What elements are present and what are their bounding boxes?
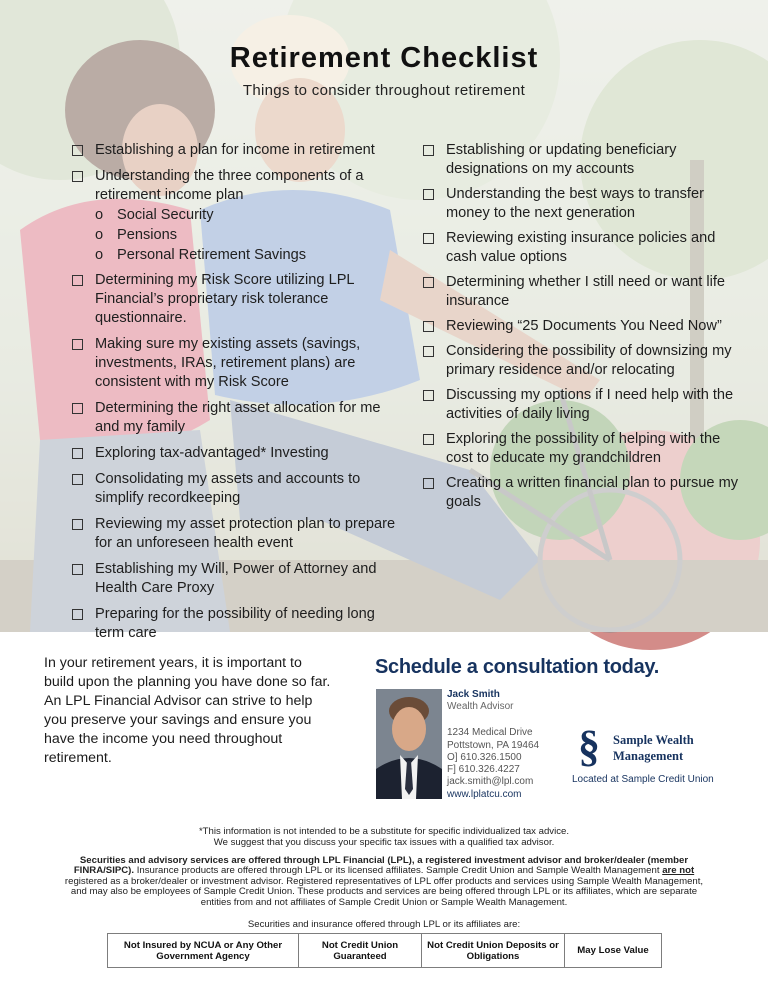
advisor-address-line1: 1234 Medical Drive bbox=[447, 727, 533, 739]
sub-bullet: o bbox=[95, 207, 104, 223]
checkbox[interactable] bbox=[423, 277, 434, 288]
advisor-photo bbox=[376, 689, 442, 799]
sub-list-item-label: Social Security bbox=[117, 207, 214, 223]
sub-bullet: o bbox=[95, 227, 104, 243]
checkbox[interactable] bbox=[72, 145, 83, 156]
logo-line1: Sample Wealth bbox=[613, 733, 694, 747]
checklist-item[interactable] bbox=[72, 141, 402, 160]
checklist-item-label: Understanding the best ways to transfer money to the next generation bbox=[446, 186, 704, 221]
legal-bold-lead: Securities and advisory services are offered through LPL Financial (LPL), a registered investment advisor and broker/dealer (member FINRA/SIPC). bbox=[73, 855, 689, 877]
checkbox[interactable] bbox=[72, 609, 83, 620]
svg-text:§: § bbox=[578, 722, 600, 771]
logo-wordmark bbox=[613, 732, 694, 764]
sub-list-item bbox=[72, 205, 402, 225]
tax-disclaimer-line2: We suggest that you discuss your specific tax issues with a qualified tax advisor. bbox=[213, 837, 555, 848]
checkbox[interactable] bbox=[423, 478, 434, 489]
checklist-left-column bbox=[72, 141, 402, 650]
sub-list-item-label: Personal Retirement Savings bbox=[117, 247, 306, 263]
checklist-item[interactable] bbox=[423, 474, 743, 512]
advisor-office-phone[interactable]: O] 610.326.1500 bbox=[447, 751, 522, 763]
checkbox[interactable] bbox=[72, 339, 83, 350]
sample-wealth-logo bbox=[574, 722, 744, 771]
checkbox[interactable] bbox=[72, 564, 83, 575]
tax-disclaimer bbox=[0, 826, 768, 848]
sub-list-item bbox=[72, 245, 402, 265]
notice-cell: Not Insured by NCUA or Any Other Government Agency bbox=[108, 934, 299, 967]
checklist-item-label: Reviewing my asset protection plan to prepare for an unforeseen health event bbox=[95, 516, 396, 551]
checklist-item[interactable] bbox=[72, 515, 402, 553]
checklist-item[interactable] bbox=[423, 185, 743, 223]
checklist-item-label: Determining whether I still need or want life insurance bbox=[446, 274, 726, 309]
located-at-text: Located at Sample Credit Union bbox=[572, 774, 714, 785]
advisor-role: Wealth Advisor bbox=[447, 701, 514, 713]
checklist-item-label: Establishing or updating beneficiary designations on my accounts bbox=[446, 142, 677, 177]
advisor-name: Jack Smith bbox=[447, 689, 500, 700]
income-components-list bbox=[72, 205, 402, 265]
checklist-item-label: Exploring the possibility of helping with the cost to educate my grandchildren bbox=[446, 431, 721, 466]
sub-list-item bbox=[72, 225, 402, 245]
checklist-item-label: Exploring tax-advantaged* Investing bbox=[95, 445, 329, 461]
checklist-item[interactable] bbox=[72, 560, 402, 598]
checkbox[interactable] bbox=[72, 448, 83, 459]
checklist-item[interactable] bbox=[423, 317, 743, 336]
checkbox[interactable] bbox=[423, 434, 434, 445]
checklist-item-label: Considering the possibility of downsizing my primary residence and/or relocating bbox=[446, 343, 732, 378]
checklist-item[interactable] bbox=[72, 605, 402, 643]
checklist-item[interactable] bbox=[423, 430, 743, 468]
page-title: Retirement Checklist bbox=[229, 42, 539, 74]
sub-bullet: o bbox=[95, 247, 104, 263]
checklist-item[interactable] bbox=[423, 229, 743, 267]
checkbox[interactable] bbox=[423, 346, 434, 357]
advisor-email[interactable]: jack.smith@lpl.com bbox=[447, 776, 534, 788]
advisor-contact-card bbox=[447, 689, 539, 802]
checklist-item-label: Understanding the three components of a retirement income plan bbox=[95, 168, 364, 203]
checklist-item[interactable] bbox=[423, 386, 743, 424]
checklist-item-label: Reviewing existing insurance policies and cash value options bbox=[446, 230, 716, 265]
checkbox[interactable] bbox=[72, 474, 83, 485]
checklist-item[interactable] bbox=[72, 470, 402, 508]
checklist-item[interactable] bbox=[72, 444, 402, 463]
checkbox[interactable] bbox=[72, 275, 83, 286]
notice-cell: Not Credit Union Guaranteed bbox=[299, 934, 422, 967]
advisor-fax: F] 610.326.4227 bbox=[447, 764, 520, 776]
checklist-item-label: Consolidating my assets and accounts to simplify recordkeeping bbox=[95, 471, 361, 506]
checklist-item-label: Discussing my options if I need help with the activities of daily living bbox=[446, 387, 734, 422]
section-mark-icon bbox=[574, 722, 604, 771]
checkbox[interactable] bbox=[423, 321, 434, 332]
checklist-right-column bbox=[423, 141, 743, 518]
checklist-item-label: Determining my Risk Score utilizing LPL Financial’s proprietary risk tolerance questionnaire. bbox=[95, 272, 354, 326]
advisor-address-line2: Pottstown, PA 19464 bbox=[447, 739, 540, 751]
advisor-website-link[interactable]: www.lplatcu.com bbox=[447, 789, 522, 801]
tax-disclaimer-line1: *This information is not intended to be a substitute for specific individualized tax advice. bbox=[198, 826, 570, 837]
checklist-item-label: Creating a written financial plan to pursue my goals bbox=[446, 475, 739, 510]
checkbox[interactable] bbox=[423, 189, 434, 200]
checklist-item-label: Preparing for the possibility of needing long term care bbox=[95, 606, 375, 641]
checkbox[interactable] bbox=[72, 403, 83, 414]
intro-paragraph: In your retirement years, it is important to build upon the planning you have done so far. An LPL Financial Advisor can strive to help you preserve your savings and ensure you have the income you need throughout retirement. bbox=[44, 655, 331, 766]
legal-text-a: Insurance products are offered through LPL or its licensed affiliates. Sample Credit Union and Sample Wealth Management bbox=[134, 865, 663, 877]
legal-are-not: are not bbox=[662, 865, 695, 877]
not-insured-table bbox=[107, 933, 662, 968]
logo-line2: Management bbox=[613, 749, 684, 763]
checkbox[interactable] bbox=[423, 145, 434, 156]
legal-text-b: registered as a broker/dealer or investment advisor. Registered representatives of LPL offer products and services using Sample Wealth Management, and may also be employees of Sample Credit Union. These products and services are being offered through LPL or its affiliates, which are separate entities from and not affiliates of Sample Credit Union or Sample Wealth Management. bbox=[64, 875, 704, 908]
checkbox[interactable] bbox=[423, 233, 434, 244]
advisor-portrait-image bbox=[376, 689, 442, 799]
checklist-item[interactable] bbox=[72, 271, 402, 328]
checklist-item-label: Making sure my existing assets (savings, investments, IRAs, retirement plans) are consistent with my Risk Score bbox=[95, 336, 361, 390]
checklist-item[interactable] bbox=[72, 335, 402, 392]
notice-cell: Not Credit Union Deposits or Obligations bbox=[422, 934, 565, 967]
checklist-item[interactable] bbox=[423, 342, 743, 380]
checklist-item-label: Establishing my Will, Power of Attorney and Health Care Proxy bbox=[95, 561, 377, 596]
checklist-item[interactable] bbox=[423, 273, 743, 311]
checklist-item-label: Determining the right asset allocation for me and my family bbox=[95, 400, 381, 435]
legal-notice bbox=[58, 856, 710, 908]
checklist-item[interactable] bbox=[72, 399, 402, 437]
notice-cell: May Lose Value bbox=[577, 945, 649, 956]
cta-heading: Schedule a consultation today. bbox=[375, 656, 660, 678]
sub-list-item-label: Pensions bbox=[117, 227, 178, 243]
checkbox[interactable] bbox=[72, 519, 83, 530]
checklist-item[interactable] bbox=[72, 167, 402, 205]
page-subtitle: Things to consider throughout retirement bbox=[242, 82, 526, 99]
offered-through-text: Securities and insurance offered through LPL or its affiliates are: bbox=[247, 919, 521, 930]
checkbox[interactable] bbox=[423, 390, 434, 401]
checkbox[interactable] bbox=[72, 171, 83, 182]
checklist-item-label: Reviewing “25 Documents You Need Now” bbox=[446, 318, 722, 334]
checklist-item[interactable] bbox=[423, 141, 743, 179]
checklist-item-label: Establishing a plan for income in retirement bbox=[95, 142, 375, 158]
